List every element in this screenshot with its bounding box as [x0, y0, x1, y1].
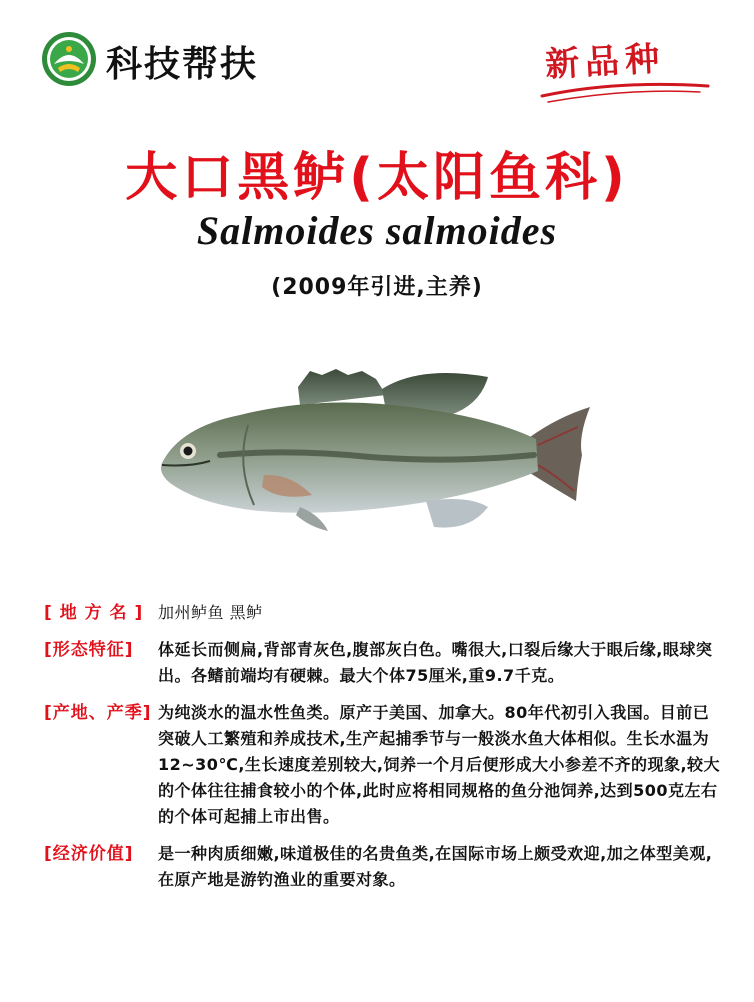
info-sections — [44, 600, 724, 904]
section-text: 体延长而侧扁,背部青灰色,腹部灰白色。嘴很大,口裂后缘大于眼后缘,眼球突出。各鳍前端均有硬棘。最大个体75厘米,重9.7千克。 — [158, 640, 713, 685]
logo-text: 科技帮扶 — [106, 43, 259, 85]
header — [0, 0, 754, 110]
latin-name: Salmoides salmoides — [196, 208, 558, 253]
section-economic-value — [44, 841, 724, 893]
logo-emblem-icon — [40, 30, 98, 88]
section-text: 加州鲈鱼 黑鲈 — [158, 603, 263, 622]
section-morphology — [44, 637, 724, 689]
section-label: [形态特征] — [44, 640, 134, 660]
section-text: 为纯淡水的温水性鱼类。原产于美国、加拿大。80年代初引入我国。目前已突破人工繁殖和养成技术,生产起捕季节与一般淡水鱼大体相似。生长水温为12~30℃,生长速度差别较大,饲养一个月后便形成大小参差不齐的现象,较大的个体往往捕食较小的个体,此时应将相同规格的鱼分池饲养,达到500克左右的个体可起捕上市出售。 — [158, 703, 721, 826]
section-label: [经济价值] — [44, 844, 134, 864]
section-local-name — [44, 600, 724, 626]
section-label: [产地、产季] — [44, 703, 152, 723]
badge-text: 新品种 — [544, 38, 667, 86]
largemouth-bass-illustration — [150, 355, 600, 555]
section-label: [ 地 方 名 ] — [44, 603, 144, 623]
section-origin-season — [44, 700, 724, 830]
section-text: 是一种肉质细嫩,味道极佳的名贵鱼类,在国际市场上颇受欢迎,加之体型美观,在原产地是游钓渔业的重要对象。 — [158, 844, 713, 889]
intro-note: (2009年引进,主养) — [271, 275, 483, 300]
page-title: 大口黑鲈(太阳鱼科) — [125, 148, 629, 208]
